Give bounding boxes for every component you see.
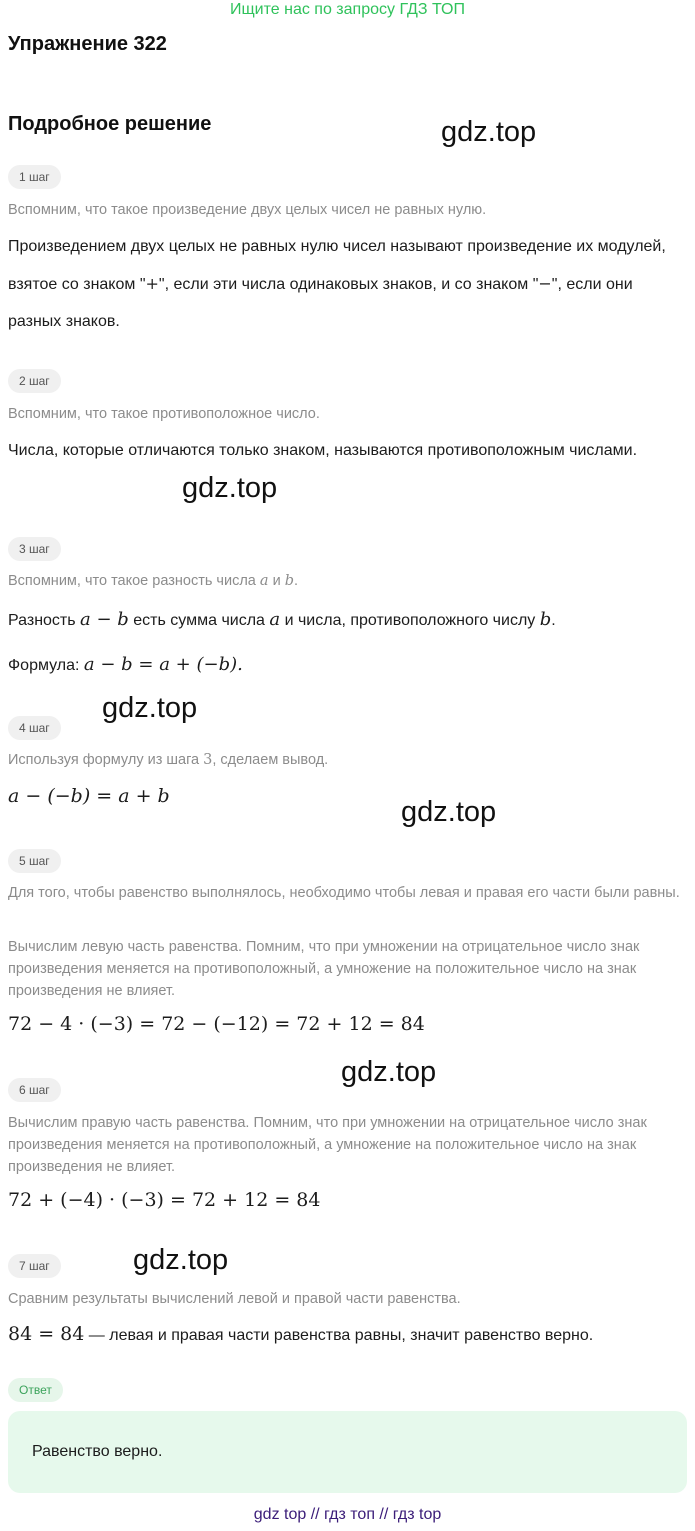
promo-banner[interactable]: Ищите нас по запросу ГДЗ ТОП — [230, 1, 465, 18]
step-badge: 2 шаг — [8, 369, 61, 393]
watermark: gdz.top — [341, 1056, 437, 1088]
step-badge: 7 шаг — [8, 1254, 61, 1278]
answer-badge: Ответ — [8, 1378, 63, 1402]
step-hint: Сравним результаты вычислений левой и правой части равенства. — [8, 1291, 461, 1307]
step-hint: Вычислим левую часть равенства. Помним, что при умножении на отрицательное число знак произведения меняется на противоположный, а умножение на положительное число на знак произведения не влияет. — [8, 939, 640, 999]
footer-links[interactable]: gdz top // гдз топ // гдз top — [253, 1506, 442, 1523]
step-hint: Используя формулу из шага 3, сделаем вывод. — [8, 752, 329, 768]
step-text: Разность a − b есть сумма числа a и числа, противоположного числу b. — [8, 609, 556, 630]
step-text: Числа, которые отличаются только знаком, называются противоположным числами. — [8, 442, 638, 459]
step-hint: Для того, чтобы равенство выполнялось, необходимо чтобы левая и правая его части были равны. — [8, 885, 680, 901]
exercise-title: Упражнение 322 — [8, 33, 167, 55]
formula: 72 − 4 · (−3) = 72 − (−12) = 72 + 12 = 84 — [8, 1013, 425, 1035]
formula: a − (−b) = a + b — [8, 785, 170, 807]
watermark: gdz.top — [182, 472, 278, 504]
step-hint: Вспомним, что такое противоположное число. — [8, 406, 320, 422]
solution-heading: Подробное решение — [8, 113, 212, 135]
step-badge: 3 шаг — [8, 537, 61, 561]
step-badge: 6 шаг — [8, 1078, 61, 1102]
step-badge: 4 шаг — [8, 716, 61, 740]
step-text: Произведением двух целых не равных нулю чисел называют произведение их модулей, взятое со знаком "+", если эти числа одинаковых знаков, и со знаком "−", если они разных знаков. — [8, 238, 666, 330]
step-hint: Вспомним, что такое разность числа a и b. — [8, 573, 299, 589]
watermark: gdz.top — [441, 116, 537, 148]
formula: 72 + (−4) · (−3) = 72 + 12 = 84 — [8, 1189, 321, 1211]
watermark: gdz.top — [102, 692, 198, 724]
watermark: gdz.top — [401, 796, 497, 828]
formula-line: Формула: a − b = a + (−b). — [8, 654, 243, 675]
answer-text: Равенство верно. — [32, 1443, 163, 1460]
step-badge: 1 шаг — [8, 165, 61, 189]
step-hint: Вычислим правую часть равенства. Помним, что при умножении на отрицательное число знак произведения меняется на противоположный, а умножение на положительное число на знак произведения не влияет. — [8, 1115, 647, 1175]
step-text: 84 = 84 — левая и правая части равенства равны, значит равенство верно. — [8, 1323, 594, 1345]
step-badge: 5 шаг — [8, 849, 61, 873]
step-hint: Вспомним, что такое произведение двух целых чисел не равных нулю. — [8, 202, 487, 218]
watermark: gdz.top — [133, 1244, 229, 1276]
